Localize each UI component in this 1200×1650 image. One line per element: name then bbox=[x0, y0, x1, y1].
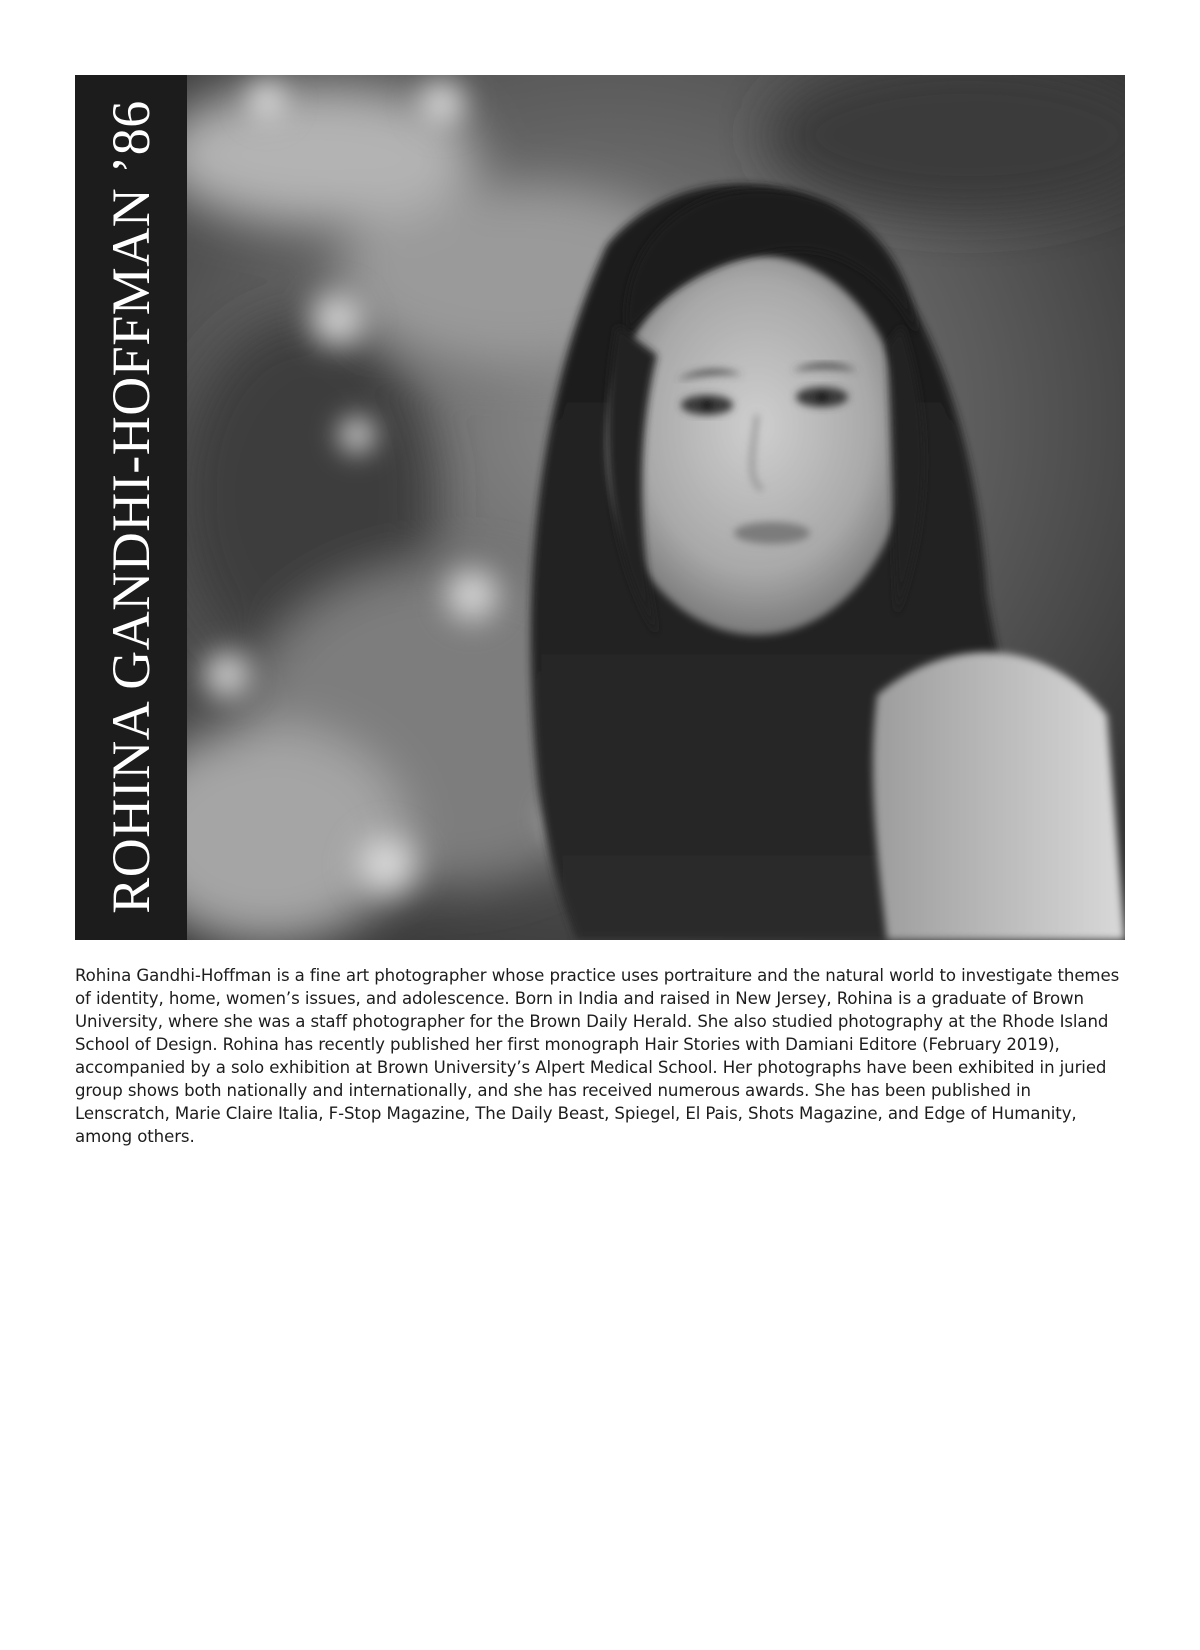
biography-paragraph: Rohina Gandhi-Hoffman is a fine art photographer whose practice uses portraiture and the natural world to investigate themes of identity, home, women’s issues, and adolescence. Born in India and raised in New Jersey, Rohina is a graduate of Brown University, where she was a staff photographer for the Brown Daily Herald. She also studied photography at the Rhode Island School of Design. Rohina has recently published her first monograph Hair Stories with Damiani Editore (February 2019), accompanied by a solo exhibition at Brown University’s Alpert Medical School. Her photographs have been exhibited in juried group shows both nationally and internationally, and she has received numerous awards. She has been published in Lenscratch, Marie Claire Italia, F-Stop Magazine, The Daily Beast, Spiegel, El Pais, Shots Magazine, and Edge of Humanity, among others. bbox=[75, 966, 1120, 1146]
portrait-photo bbox=[187, 75, 1125, 940]
profile-name-title: ROHINA GANDHI-HOFFMAN ’86 bbox=[101, 100, 161, 914]
portrait-illustration bbox=[187, 75, 1125, 940]
name-band bbox=[75, 75, 187, 940]
